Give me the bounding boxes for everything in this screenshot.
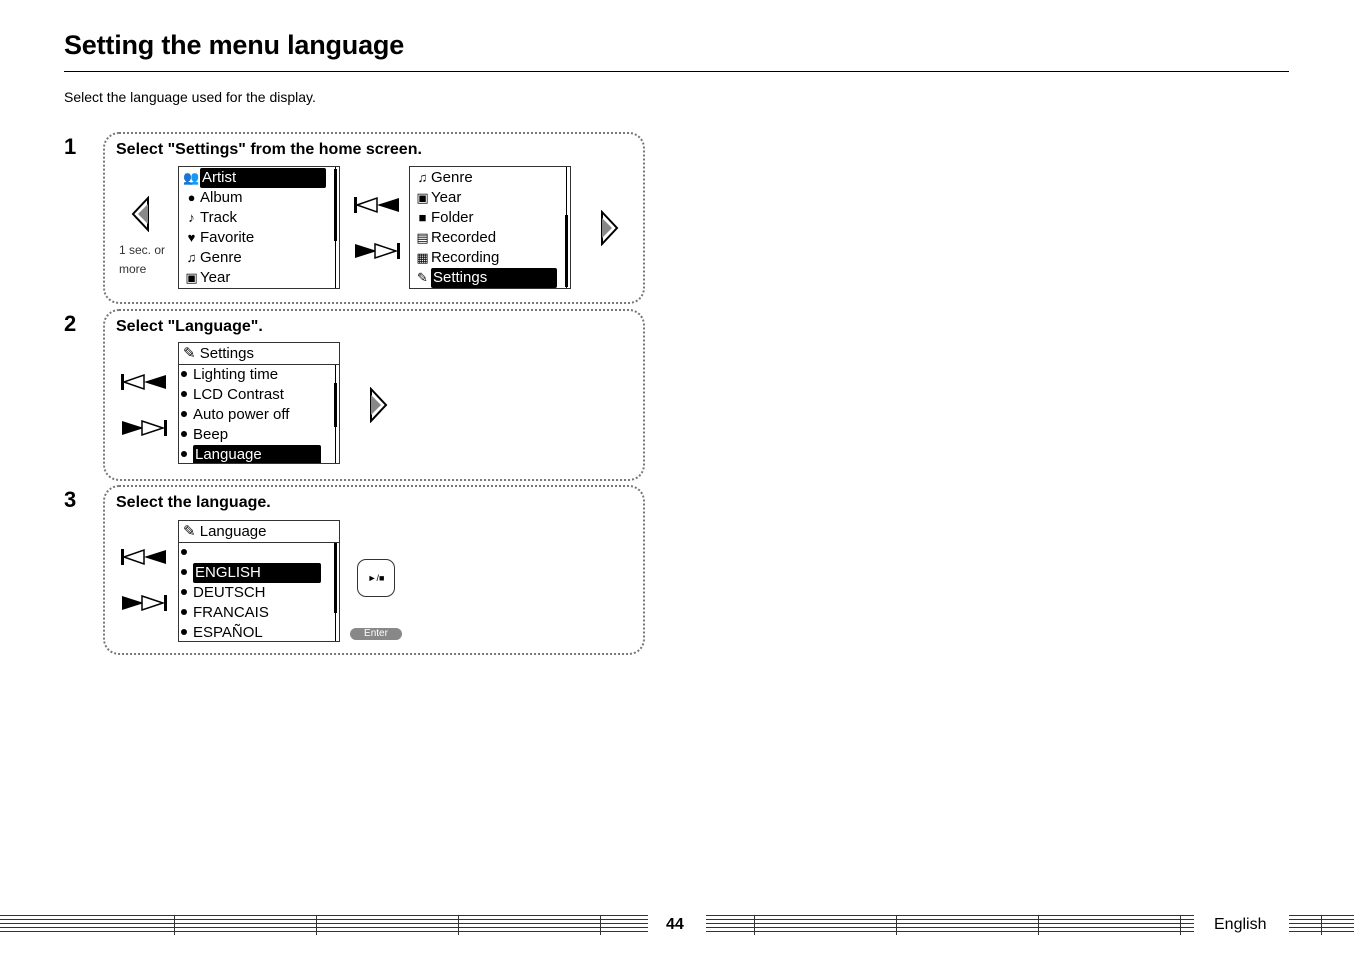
menu-item-language — [179, 445, 339, 464]
skip-forward-icon — [119, 593, 169, 613]
language-label: ENGLISH — [193, 563, 321, 583]
recorded-icon: ▤ — [416, 230, 429, 245]
folder-icon: ■ — [418, 210, 427, 225]
settings-icon: ✎ — [183, 345, 196, 362]
menu-item-label: Track — [200, 209, 237, 226]
menu-item-year — [179, 268, 339, 288]
scrollbar-thumb — [565, 215, 568, 287]
skip-forward-icon — [352, 241, 402, 261]
footer-rule-left — [0, 915, 648, 935]
bullet-icon — [181, 549, 187, 555]
screen-header — [179, 521, 339, 543]
settings-icon: ✎ — [183, 523, 196, 540]
menu-item-label: Artist — [200, 168, 326, 188]
right-arrow-icon — [367, 387, 389, 423]
menu-item-genre — [179, 248, 339, 268]
left-arrow-icon — [130, 196, 152, 232]
language-option-english — [179, 563, 339, 583]
skip-forward-icon — [119, 418, 169, 438]
title-divider — [64, 71, 1289, 72]
bullet-icon — [181, 371, 187, 377]
hold-note-line-2: more — [119, 262, 147, 276]
language-option-francais — [179, 603, 339, 623]
footer-language: English — [1214, 916, 1267, 933]
bullet-icon — [181, 411, 187, 417]
menu-item-label: Lighting time — [193, 366, 279, 383]
menu-item-folder — [410, 208, 570, 228]
bullet-icon — [181, 609, 187, 615]
menu-item-label: Genre — [431, 169, 473, 186]
menu-item-album — [179, 188, 339, 208]
menu-item-label: Settings — [431, 268, 557, 288]
language-option-deutsch — [179, 583, 339, 603]
scrollbar-thumb — [334, 383, 337, 427]
step-1-title: Select "Settings" from the home screen. — [116, 141, 422, 158]
menu-item-label: Album — [200, 189, 243, 206]
menu-item-label: Recorded — [431, 229, 497, 246]
home-screen-a — [178, 166, 340, 289]
language-option-espanol — [179, 623, 339, 642]
screen-header-label: Language — [199, 523, 267, 540]
bullet-icon — [181, 569, 187, 575]
menu-item-label: Favorite — [200, 229, 255, 246]
hold-note — [119, 243, 165, 276]
intro-text: Select the language used for the display. — [64, 89, 316, 105]
settings-screen — [178, 342, 340, 464]
menu-item-label: Auto power off — [193, 406, 290, 423]
language-screen — [178, 520, 340, 642]
menu-item-recording — [410, 248, 570, 268]
language-option — [179, 543, 339, 563]
page-number: 44 — [666, 916, 684, 933]
track-icon: ♪ — [188, 210, 195, 225]
enter-label: Enter — [350, 628, 402, 640]
favorite-icon: ♥ — [187, 230, 196, 245]
menu-item-label: Year — [431, 189, 462, 206]
home-screen-b — [409, 166, 571, 289]
bullet-icon — [181, 451, 187, 457]
year-icon: ▣ — [416, 190, 429, 205]
scrollbar-thumb — [334, 169, 337, 241]
language-label: DEUTSCH — [193, 584, 266, 601]
menu-item-label: Genre — [200, 249, 242, 266]
genre-icon: ♫ — [186, 250, 197, 265]
menu-item-track — [179, 208, 339, 228]
menu-item-label: Year — [200, 269, 231, 286]
screen-header — [179, 343, 339, 365]
menu-item-label: Beep — [193, 426, 229, 443]
menu-item-lcd-contrast — [179, 385, 339, 405]
menu-item-beep — [179, 425, 339, 445]
menu-item-lighting-time — [179, 365, 339, 385]
menu-item-year — [410, 188, 570, 208]
menu-item-recorded — [410, 228, 570, 248]
screen-header-label: Settings — [199, 345, 254, 362]
scrollbar-thumb — [334, 543, 337, 613]
step-2-title: Select "Language". — [116, 318, 263, 335]
footer-rule-middle — [706, 915, 1194, 935]
skip-back-icon — [352, 195, 402, 215]
step-3-title: Select the language. — [116, 494, 271, 511]
step-1-number: 1 — [64, 134, 77, 159]
menu-item-label: Recording — [431, 249, 500, 266]
step-2-number: 2 — [64, 311, 77, 336]
settings-icon: ✎ — [417, 270, 428, 285]
recording-icon: ▦ — [416, 250, 429, 265]
page-title: Setting the menu language — [64, 30, 405, 60]
bullet-icon — [181, 431, 187, 437]
album-icon: ● — [187, 190, 196, 205]
menu-item-favorite — [179, 228, 339, 248]
menu-item-auto-power-off — [179, 405, 339, 425]
step-3-number: 3 — [64, 487, 77, 512]
bullet-icon — [181, 589, 187, 595]
menu-item-genre — [410, 168, 570, 188]
genre-icon: ♫ — [417, 170, 428, 185]
year-icon: ▣ — [185, 270, 198, 285]
bullet-icon — [181, 391, 187, 397]
language-label: ESPAÑOL — [193, 624, 263, 641]
menu-item-label: Folder — [431, 209, 474, 226]
menu-item-artist — [179, 168, 339, 188]
play-stop-key-icon: ►/■ — [357, 559, 395, 597]
menu-item-label: LCD Contrast — [193, 386, 284, 403]
bullet-icon — [181, 629, 187, 635]
menu-item-label: Language — [193, 445, 321, 464]
artist-icon: 👥 — [183, 170, 200, 185]
menu-item-settings — [410, 268, 570, 288]
footer-rule-right — [1289, 915, 1354, 935]
right-arrow-icon — [598, 210, 620, 246]
hold-note-line-1: 1 sec. or — [119, 243, 166, 257]
skip-back-icon — [119, 372, 169, 392]
skip-back-icon — [119, 547, 169, 567]
language-label: FRANCAIS — [193, 604, 269, 621]
